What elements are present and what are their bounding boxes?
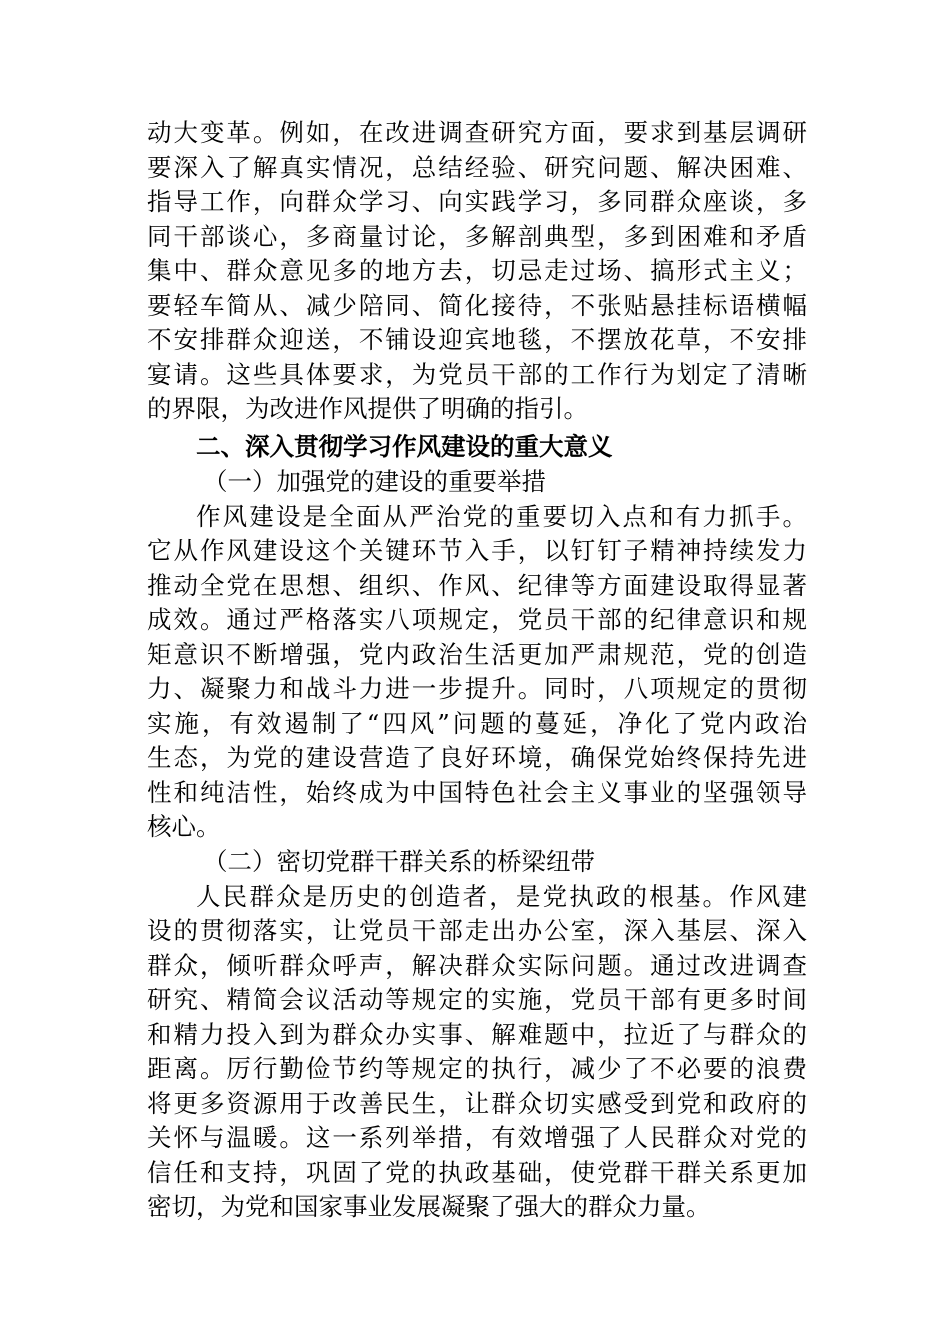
subsection-2 [147, 845, 807, 1225]
paragraph-line: 研究、精简会议活动等规定的实施，党员干部有更多时间 [147, 985, 807, 1014]
paragraph-line: 群众，倾听群众呼声，解决群众实际问题。通过改进调查 [147, 950, 807, 980]
paragraph-line: 密切，为党和国家事业发展凝聚了强大的群众力量。 [147, 1192, 711, 1221]
subsection-title: （二）密切党群干群关系的桥梁纽带 [203, 847, 595, 876]
paragraph-line: 将更多资源用于改善民生，让群众切实感受到党和政府的 [147, 1088, 807, 1118]
paragraph-line: 它从作风建设这个关键环节入手，以钉钉子精神持续发力 [147, 536, 807, 565]
section-heading-block [147, 430, 807, 465]
paragraph-line: 生态，为党的建设营造了良好环境，确保党始终保持先进 [147, 743, 807, 772]
paragraph-line: 信任和支持，巩固了党的执政基础，使党群干群关系更加 [147, 1157, 807, 1187]
paragraph-line: 同干部谈心，多商量讨论，多解剖典型，多到困难和矛盾 [147, 221, 807, 251]
paragraph-line: 人民群众是历史的创造者，是党执政的根基。作风建 [196, 881, 807, 911]
subsection-1 [147, 465, 807, 845]
paragraph-line: 集中、群众意见多的地方去，切忌走过场、搞形式主义； [147, 256, 807, 285]
paragraph-line: 指导工作，向群众学习、向实践学习，多同群众座谈，多 [147, 187, 807, 216]
subsection-title: （一）加强党的建设的重要举措 [203, 467, 546, 496]
paragraph-line: 距离。厉行勤俭节约等规定的执行，减少了不必要的浪费 [147, 1054, 807, 1083]
paragraph-line: 成效。通过严格落实八项规定，党员干部的纪律意识和规 [147, 605, 807, 634]
paragraph-line: 矩意识不断增强，党内政治生活更加严肃规范，党的创造 [147, 639, 807, 669]
paragraph-line: 力、凝聚力和战斗力进一步提升。同时，八项规定的贯彻 [147, 674, 807, 703]
paragraph-line: 动大变革。例如，在改进调查研究方面，要求到基层调研 [147, 118, 807, 147]
paragraph-line: 核心。 [147, 812, 221, 841]
paragraph-line: 实施，有效遏制了“四风”问题的蔓延，净化了党内政治 [147, 708, 807, 738]
paragraph-line: 要深入了解真实情况，总结经验、研究问题、解决困难、 [147, 152, 807, 182]
section-heading: 二、深入贯彻学习作风建设的重大意义 [196, 432, 613, 461]
paragraph-line: 不安排群众迎送，不铺设迎宾地毯，不摆放花草，不安排 [147, 325, 807, 354]
paragraph-top [147, 116, 807, 427]
paragraph-line: 的界限，为改进作风提供了明确的指引。 [147, 394, 588, 423]
paragraph-line: 和精力投入到为群众办实事、解难题中，拉近了与群众的 [147, 1019, 807, 1049]
paragraph-line: 设的贯彻落实，让党员干部走出办公室，深入基层、深入 [147, 916, 807, 945]
paragraph-line: 宴请。这些具体要求，为党员干部的工作行为划定了清晰 [147, 359, 807, 389]
paragraph-line: 关怀与温暖。这一系列举措，有效增强了人民群众对党的 [147, 1123, 807, 1152]
paragraph-line: 作风建设是全面从严治党的重要切入点和有力抓手。 [196, 501, 807, 531]
paragraph-line: 要轻车简从、减少陪同、简化接待，不张贴悬挂标语横幅 [147, 290, 807, 320]
paragraph-line: 推动全党在思想、组织、作风、纪律等方面建设取得显著 [147, 570, 807, 600]
paragraph-line: 性和纯洁性，始终成为中国特色社会主义事业的坚强领导 [147, 777, 807, 807]
